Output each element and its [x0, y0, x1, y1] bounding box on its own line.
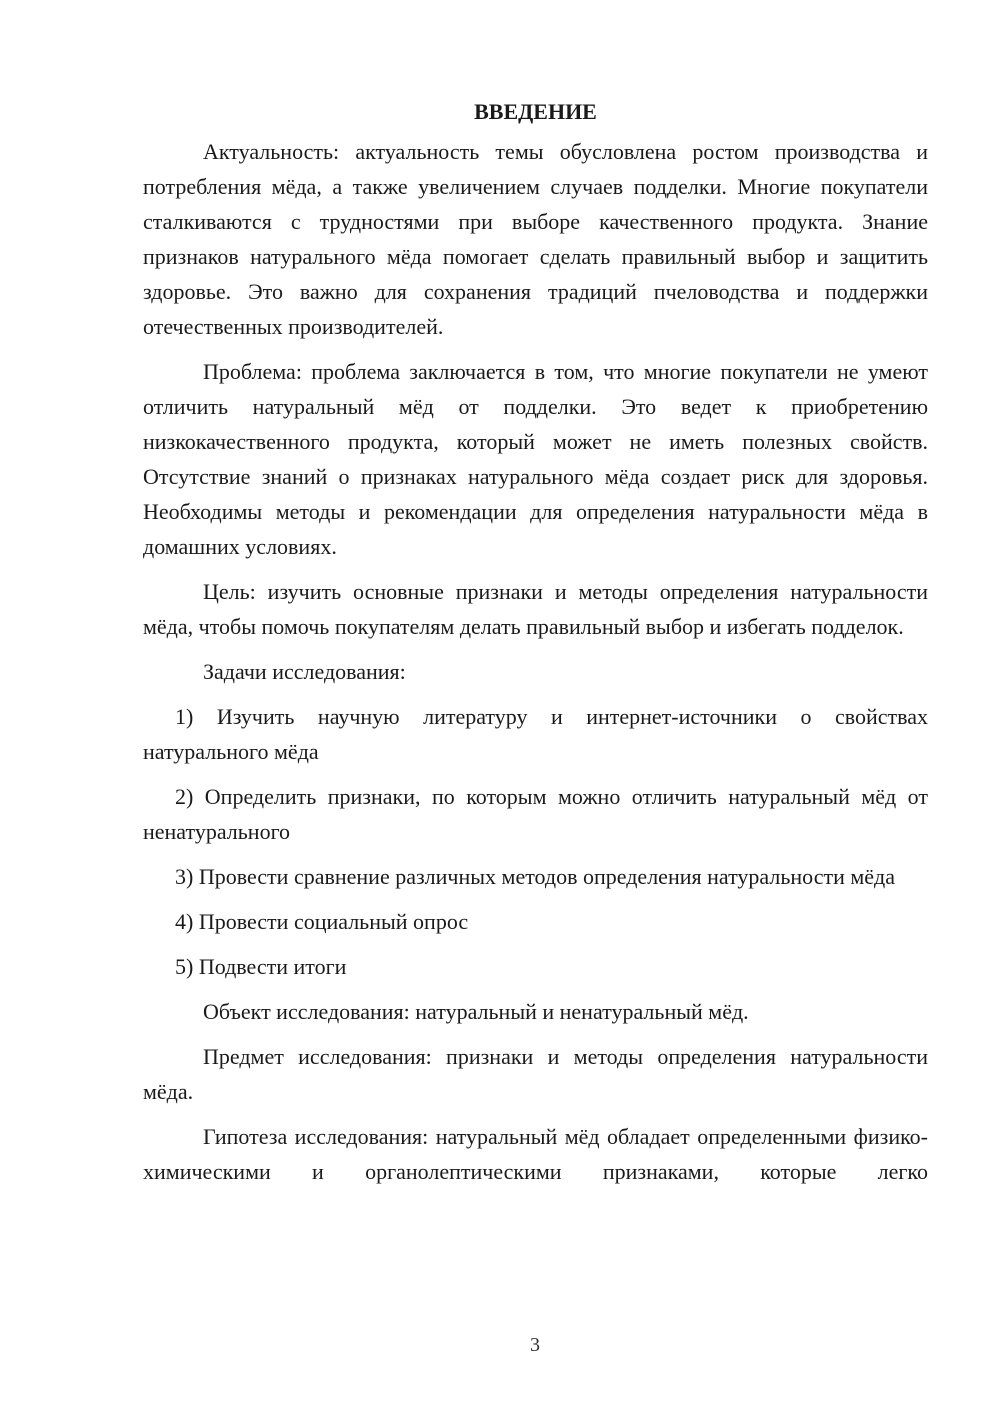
tasks-list	[143, 699, 928, 984]
list-item: 3) Провести сравнение различных методов определения натуральности мёда	[175, 864, 895, 889]
page-content	[143, 97, 928, 1189]
paragraph-object: Объект исследования: натуральный и ненатуральный мёд.	[203, 999, 749, 1024]
paragraph-hypothesis: Гипотеза исследования: натуральный мёд обладает определенными физико-химическими и органолептическими признаками, которые легко	[143, 1124, 928, 1184]
list-item: 4) Провести социальный опрос	[175, 909, 469, 934]
paragraph-subject: Предмет исследования: признаки и методы определения натуральности мёда.	[143, 1044, 928, 1104]
list-item: 1) Изучить научную литературу и интернет-источники о свойствах натурального мёда	[143, 704, 928, 764]
paragraph-problem: Проблема: проблема заключается в том, что многие покупатели не умеют отличить натуральный мёд от подделки. Это ведет к приобретению низкокачественного продукта, который может не иметь полезных свойств. Отсутствие знаний о признаках натурального мёда создает риск для здоровья. Необходимы методы и рекомендации для определения натуральности мёда в домашних условиях.	[143, 359, 928, 559]
list-item: 5) Подвести итоги	[175, 954, 347, 979]
page-title: ВВЕДЕНИЕ	[474, 99, 597, 124]
paragraph-goal: Цель: изучить основные признаки и методы определения натуральности мёда, чтобы помочь покупателям делать правильный выбор и избегать подделок.	[143, 579, 928, 639]
page-number: 3	[530, 1334, 540, 1356]
paragraph-relevance: Актуальность: актуальность темы обусловлена ростом производства и потребления мёда, а также увеличением случаев подделки. Многие покупатели сталкиваются с трудностями при выборе качественного продукта. Знание признаков натурального мёда помогает сделать правильный выбор и защитить здоровье. Это важно для сохранения традиций пчеловодства и поддержки отечественных производителей.	[143, 139, 928, 339]
tasks-heading: Задачи исследования:	[203, 659, 406, 684]
list-item: 2) Определить признаки, по которым можно отличить натуральный мёд от ненатурального	[143, 784, 928, 844]
